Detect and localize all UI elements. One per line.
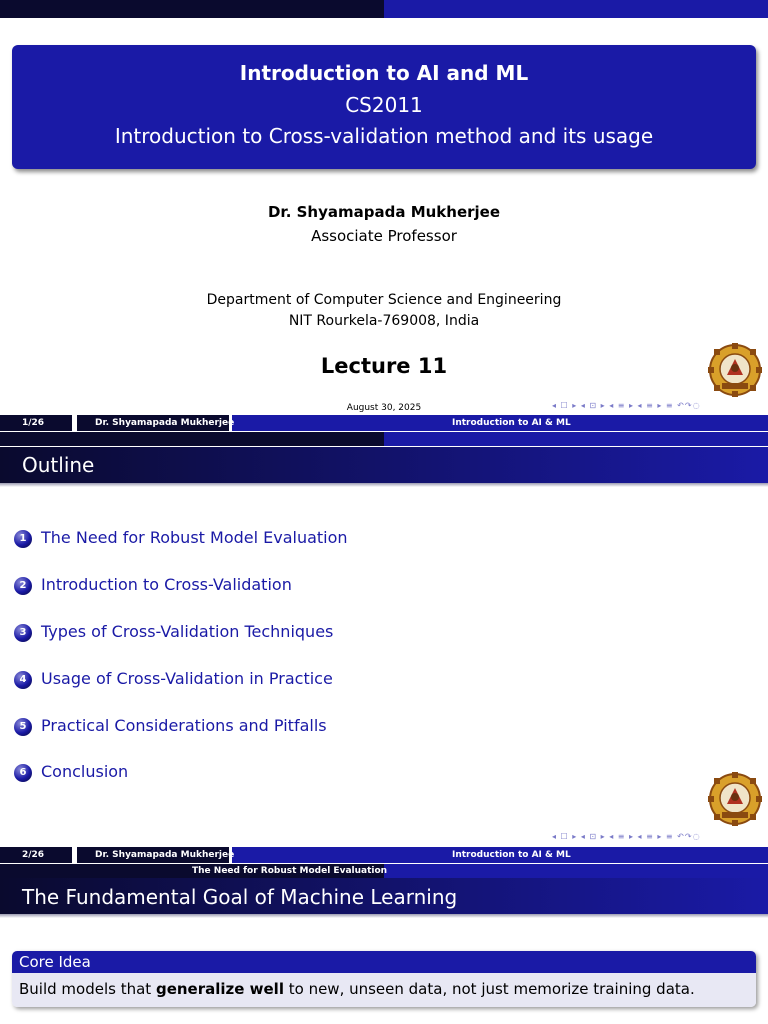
institute: NIT Rourkela-769008, India [288,313,480,329]
footer-page-number: 2/26 [22,850,45,860]
core-idea-block [12,951,756,1007]
outline-item-label: Conclusion [41,762,129,781]
lecture-number: Lecture 11 [320,354,448,378]
presentation-title: Introduction to AI and ML [239,61,529,85]
slide3-title: The Fundamental Goal of Machine Learning [22,885,458,909]
outline-item-label: Practical Considerations and Pitfalls [41,716,327,735]
slide2-footer [0,847,768,863]
outline-item-label: Introduction to Cross-Validation [41,575,292,594]
outline-number-icon: 6 [14,764,32,782]
outline-number-icon: 1 [14,530,32,548]
lecture-date: August 30, 2025 [346,403,422,413]
beamer-navigation-icons[interactable]: ◂ ☐ ▸ ◂ ⊡ ▸ ◂ ≡ ▸ ◂ ≡ ▸ ≡ ↶↷◌ [552,401,701,410]
block-body-emphasis: generalize well [155,980,284,998]
title-box [12,45,756,169]
slide2-frame-title [0,447,768,483]
footer-author: Dr. Shyamapada Mukherjee [95,850,235,860]
block-title: Core Idea [19,953,91,971]
outline-number-icon: 2 [14,577,32,595]
slide3-section-bar [0,864,768,878]
footer-author: Dr. Shyamapada Mukherjee [95,418,235,428]
frame-title-shadow [0,483,768,487]
block-body-text: Build models that [19,980,156,998]
frame-title-shadow [0,914,768,918]
footer-page-number: 1/26 [22,418,45,428]
outline-item-label: Usage of Cross-Validation in Practice [41,669,333,688]
outline-number-icon: 4 [14,671,32,689]
author-role: Associate Professor [311,227,457,245]
institute-logo-icon [708,343,762,397]
section-navigation-label[interactable]: The Need for Robust Model Evaluation [192,866,388,876]
outline-item-label: The Need for Robust Model Evaluation [41,528,348,547]
presentation-subtitle: Introduction to Cross-validation method and its usage [114,124,654,148]
department: Department of Computer Science and Engineering [206,292,562,308]
footer-course: Introduction to AI & ML [452,850,571,860]
institute-logo-icon [708,772,762,826]
block-body-text: to new, unseen data, not just memorize training data. [283,980,695,998]
slide1-footer [0,415,768,431]
author-name: Dr. Shyamapada Mukherjee [267,203,501,221]
slide1-top-bar [0,0,768,18]
slide3-frame-title [0,878,768,914]
beamer-navigation-icons[interactable]: ◂ ☐ ▸ ◂ ⊡ ▸ ◂ ≡ ▸ ◂ ≡ ▸ ≡ ↶↷◌ [552,832,701,841]
course-code: CS2011 [345,93,423,117]
outline-title: Outline [22,453,95,477]
footer-course: Introduction to AI & ML [452,418,571,428]
slide2-top-bar [0,432,768,446]
outline-item-label: Types of Cross-Validation Techniques [41,622,334,641]
outline-number-icon: 5 [14,718,32,736]
block-body [19,980,695,998]
outline-number-icon: 3 [14,624,32,642]
